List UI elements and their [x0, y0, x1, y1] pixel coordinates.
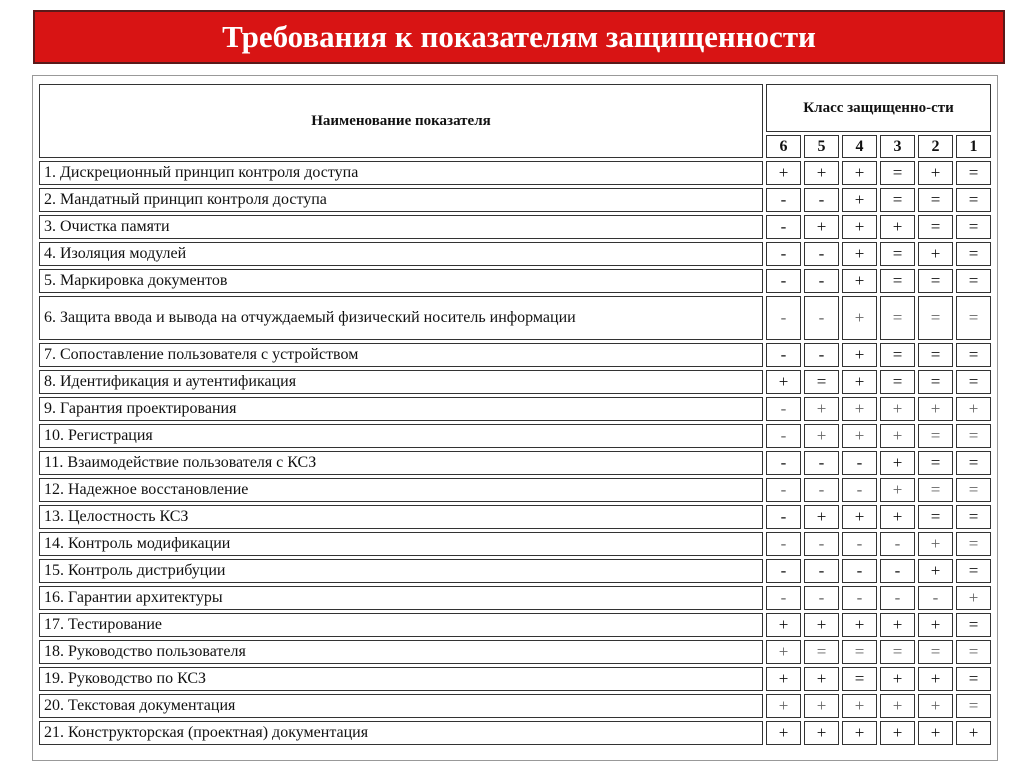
- class-value-cell: =: [918, 215, 953, 239]
- class-value-cell: =: [956, 161, 991, 185]
- class-value-cell: =: [918, 424, 953, 448]
- class-value-cell: =: [918, 505, 953, 529]
- class-value-cell: -: [766, 296, 801, 340]
- class-value-cell: +: [804, 505, 839, 529]
- indicator-name-cell: 12. Надежное восстановление: [39, 478, 763, 502]
- header-protection-class: Класс защищенно-сти: [766, 84, 991, 132]
- table-row: [39, 215, 991, 239]
- class-number: 5: [804, 135, 839, 158]
- indicator-name-cell: 5. Маркировка документов: [39, 269, 763, 293]
- class-value-cell: +: [918, 694, 953, 718]
- class-value-cell: +: [918, 721, 953, 745]
- class-value-cell: -: [880, 586, 915, 610]
- table-row: [39, 397, 991, 421]
- class-value-cell: =: [842, 640, 877, 664]
- indicator-name-cell: 17. Тестирование: [39, 613, 763, 637]
- class-value-cell: +: [766, 640, 801, 664]
- class-value-cell: -: [880, 532, 915, 556]
- class-value-cell: +: [918, 397, 953, 421]
- class-value-cell: +: [842, 188, 877, 212]
- class-value-cell: +: [804, 613, 839, 637]
- class-value-cell: +: [880, 215, 915, 239]
- class-value-cell: -: [766, 242, 801, 266]
- class-value-cell: +: [956, 397, 991, 421]
- table-row: [39, 343, 991, 367]
- class-value-cell: +: [880, 478, 915, 502]
- class-value-cell: =: [880, 370, 915, 394]
- class-value-cell: -: [804, 242, 839, 266]
- indicator-name-cell: 9. Гарантия проектирования: [39, 397, 763, 421]
- table-row: [39, 451, 991, 475]
- class-value-cell: +: [842, 424, 877, 448]
- class-number: 2: [918, 135, 953, 158]
- class-value-cell: +: [804, 667, 839, 691]
- class-value-cell: +: [880, 451, 915, 475]
- slide-title-bar: [33, 10, 1005, 64]
- class-value-cell: -: [766, 478, 801, 502]
- class-value-cell: -: [804, 188, 839, 212]
- header-indicator-name: Наименование показателя: [39, 84, 763, 158]
- class-value-cell: +: [956, 721, 991, 745]
- table-row: [39, 559, 991, 583]
- class-value-cell: +: [842, 694, 877, 718]
- class-value-cell: =: [956, 296, 991, 340]
- indicator-name-cell: 18. Руководство пользователя: [39, 640, 763, 664]
- class-value-cell: -: [804, 532, 839, 556]
- class-value-cell: =: [918, 269, 953, 293]
- class-value-cell: +: [766, 694, 801, 718]
- class-value-cell: +: [842, 215, 877, 239]
- class-value-cell: -: [766, 451, 801, 475]
- indicator-name-cell: 14. Контроль модификации: [39, 532, 763, 556]
- table-row: [39, 667, 991, 691]
- class-value-cell: +: [766, 161, 801, 185]
- class-value-cell: =: [956, 478, 991, 502]
- table-body: [39, 161, 991, 745]
- class-value-cell: +: [918, 532, 953, 556]
- class-value-cell: =: [956, 242, 991, 266]
- indicator-name-cell: 15. Контроль дистрибуции: [39, 559, 763, 583]
- class-value-cell: -: [766, 269, 801, 293]
- class-value-cell: -: [880, 559, 915, 583]
- class-value-cell: =: [956, 640, 991, 664]
- class-value-cell: +: [918, 667, 953, 691]
- class-value-cell: +: [842, 242, 877, 266]
- class-value-cell: -: [766, 532, 801, 556]
- class-value-cell: =: [956, 188, 991, 212]
- class-number: 1: [956, 135, 991, 158]
- class-value-cell: +: [804, 424, 839, 448]
- table-row: [39, 640, 991, 664]
- class-value-cell: =: [956, 532, 991, 556]
- class-value-cell: =: [918, 343, 953, 367]
- class-value-cell: +: [956, 586, 991, 610]
- class-value-cell: +: [842, 397, 877, 421]
- class-value-cell: +: [842, 370, 877, 394]
- class-value-cell: +: [804, 161, 839, 185]
- indicator-name-cell: 10. Регистрация: [39, 424, 763, 448]
- table-row: [39, 269, 991, 293]
- indicator-name-cell: 20. Текстовая документация: [39, 694, 763, 718]
- table-row: [39, 505, 991, 529]
- class-value-cell: +: [880, 694, 915, 718]
- class-value-cell: +: [766, 721, 801, 745]
- class-value-cell: -: [804, 586, 839, 610]
- class-value-cell: -: [766, 215, 801, 239]
- class-value-cell: -: [804, 559, 839, 583]
- class-value-cell: -: [766, 397, 801, 421]
- class-value-cell: -: [766, 188, 801, 212]
- class-value-cell: -: [804, 478, 839, 502]
- class-value-cell: =: [880, 343, 915, 367]
- class-value-cell: =: [918, 640, 953, 664]
- class-number: 6: [766, 135, 801, 158]
- class-value-cell: -: [804, 451, 839, 475]
- indicator-name-cell: 13. Целостность КСЗ: [39, 505, 763, 529]
- indicator-name-cell: 21. Конструкторская (проектная) документация: [39, 721, 763, 745]
- class-value-cell: =: [956, 269, 991, 293]
- class-value-cell: =: [956, 215, 991, 239]
- class-value-cell: -: [766, 343, 801, 367]
- class-value-cell: =: [880, 640, 915, 664]
- slide-title: Требования к показателям защищенности: [222, 19, 816, 54]
- class-value-cell: +: [918, 242, 953, 266]
- class-value-cell: =: [956, 559, 991, 583]
- class-value-cell: +: [880, 505, 915, 529]
- class-value-cell: +: [918, 161, 953, 185]
- class-value-cell: +: [842, 721, 877, 745]
- indicator-name-cell: 2. Мандатный принцип контроля доступа: [39, 188, 763, 212]
- class-value-cell: =: [956, 451, 991, 475]
- table-row: [39, 188, 991, 212]
- class-value-cell: =: [956, 694, 991, 718]
- table-row: [39, 242, 991, 266]
- class-value-cell: -: [918, 586, 953, 610]
- class-value-cell: -: [766, 559, 801, 583]
- indicator-name-cell: 11. Взаимодействие пользователя с КСЗ: [39, 451, 763, 475]
- table-row: [39, 424, 991, 448]
- indicator-name-cell: 1. Дискреционный принцип контроля доступа: [39, 161, 763, 185]
- class-value-cell: -: [842, 586, 877, 610]
- class-value-cell: +: [804, 694, 839, 718]
- class-value-cell: +: [880, 397, 915, 421]
- class-value-cell: =: [918, 296, 953, 340]
- indicator-name-cell: 19. Руководство по КСЗ: [39, 667, 763, 691]
- class-value-cell: +: [842, 613, 877, 637]
- indicator-name-cell: 3. Очистка памяти: [39, 215, 763, 239]
- table-row: [39, 694, 991, 718]
- class-value-cell: -: [842, 532, 877, 556]
- class-value-cell: =: [956, 667, 991, 691]
- class-value-cell: -: [766, 424, 801, 448]
- class-value-cell: +: [804, 397, 839, 421]
- class-value-cell: =: [842, 667, 877, 691]
- class-value-cell: =: [804, 370, 839, 394]
- class-value-cell: +: [918, 613, 953, 637]
- class-value-cell: +: [880, 613, 915, 637]
- class-value-cell: -: [842, 559, 877, 583]
- class-value-cell: =: [880, 269, 915, 293]
- class-value-cell: +: [766, 667, 801, 691]
- class-value-cell: =: [918, 188, 953, 212]
- class-value-cell: =: [918, 370, 953, 394]
- class-value-cell: -: [766, 505, 801, 529]
- class-value-cell: =: [956, 343, 991, 367]
- table-row: [39, 161, 991, 185]
- class-value-cell: =: [880, 296, 915, 340]
- indicator-name-cell: 8. Идентификация и аутентификация: [39, 370, 763, 394]
- class-value-cell: -: [804, 269, 839, 293]
- class-value-cell: +: [842, 343, 877, 367]
- class-value-cell: =: [918, 451, 953, 475]
- class-value-cell: -: [804, 296, 839, 340]
- table-row: [39, 370, 991, 394]
- table-row: [39, 478, 991, 502]
- class-value-cell: +: [766, 370, 801, 394]
- class-value-cell: =: [880, 161, 915, 185]
- indicator-name-cell: 7. Сопоставление пользователя с устройством: [39, 343, 763, 367]
- class-value-cell: +: [918, 559, 953, 583]
- requirements-table: [36, 81, 994, 748]
- class-value-cell: =: [956, 370, 991, 394]
- class-value-cell: +: [842, 269, 877, 293]
- class-value-cell: =: [956, 424, 991, 448]
- class-value-cell: +: [804, 215, 839, 239]
- class-value-cell: =: [956, 613, 991, 637]
- class-value-cell: =: [880, 242, 915, 266]
- indicator-name-cell: 16. Гарантии архитектуры: [39, 586, 763, 610]
- class-value-cell: -: [766, 586, 801, 610]
- indicator-name-cell: 6. Защита ввода и вывода на отчуждаемый физический носитель информации: [39, 296, 763, 340]
- class-value-cell: =: [956, 505, 991, 529]
- table-row: [39, 721, 991, 745]
- table-row: [39, 532, 991, 556]
- class-value-cell: =: [918, 478, 953, 502]
- class-value-cell: +: [880, 424, 915, 448]
- class-value-cell: -: [804, 343, 839, 367]
- class-value-cell: +: [880, 667, 915, 691]
- class-number: 3: [880, 135, 915, 158]
- table-row: [39, 586, 991, 610]
- class-value-cell: +: [842, 296, 877, 340]
- class-value-cell: +: [880, 721, 915, 745]
- table-row: [39, 296, 991, 340]
- class-value-cell: =: [804, 640, 839, 664]
- class-value-cell: -: [842, 478, 877, 502]
- indicator-name-cell: 4. Изоляция модулей: [39, 242, 763, 266]
- class-value-cell: -: [842, 451, 877, 475]
- class-value-cell: +: [804, 721, 839, 745]
- table-row: [39, 613, 991, 637]
- class-value-cell: +: [766, 613, 801, 637]
- class-value-cell: +: [842, 505, 877, 529]
- class-value-cell: +: [842, 161, 877, 185]
- class-number: 4: [842, 135, 877, 158]
- class-value-cell: =: [880, 188, 915, 212]
